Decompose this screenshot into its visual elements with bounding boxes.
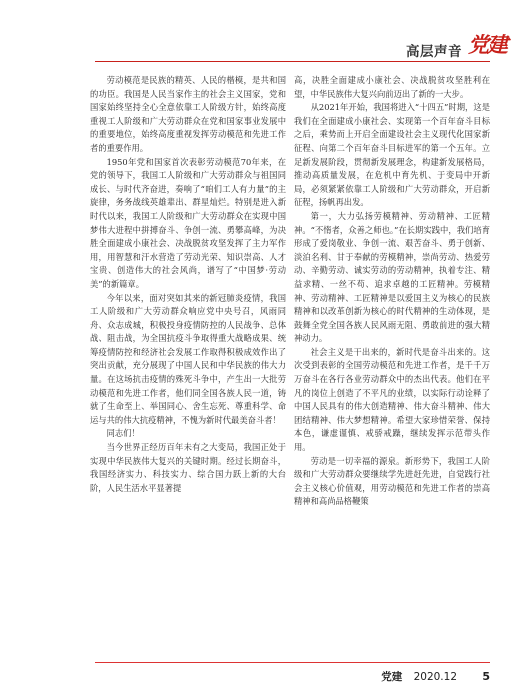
page-header xyxy=(0,0,520,62)
right-text-column xyxy=(294,74,490,654)
paragraph: 1950年党和国家首次表彰劳动模范70年来，在党的领导下，我国工人阶级和广大劳动群众与祖国同成长、与时代齐奋进，奏响了“咱们工人有力量”的主旋律，务务战线英雄辈出、群星灿烂。特别是进入新时代以来，我国工人阶级和广大劳动群众在实现中国梦伟大进程中拼搏奋斗、争创一流、勇攀高峰，为决胜全面建成小康社会、决战脱贫攻坚发挥了主力军作用，用智慧和汗水营造了劳动光荣、知识崇高、人才宝贵、创造伟大的社会风尚，谱写了“中国梦·劳动美”的新篇章。 xyxy=(90,156,286,289)
section-title: 高层声音 xyxy=(406,44,462,60)
magazine-logo: 党建 xyxy=(468,32,506,57)
publication-name: 党建 xyxy=(381,671,403,683)
left-text-column xyxy=(90,74,286,654)
header-divider xyxy=(95,61,490,62)
paragraph: 从2021年开始，我国将进入“十四五”时期，这是我们在全面建成小康社会、实现第一个百年奋斗目标之后，乘势而上开启全面建设社会主义现代化国家新征程、向第二个百年奋斗目标进军的第一个五年。立足新发展阶段，贯彻新发展理念，构建新发展格局，推动高质量发展，在危机中育先机、于变局中开新局，必须紧紧依靠工人阶级和广大劳动群众，开启新征程，扬帆再出发。 xyxy=(294,102,490,208)
paragraph: 同志们！ xyxy=(106,428,140,439)
paragraph: 社会主义是干出来的，新时代是奋斗出来的。这次受到表彰的全国劳动模范和先进工作者，是千千万万奋斗在各行各业劳动群众中的杰出代表。他们在平凡的岗位上创造了不平凡的业绩，以实际行动诠释了中国人民具有的伟大创造精神、伟大奋斗精神、伟大团结精神、伟大梦想精神。希望大家珍惜荣誉、保持本色，谦虚谨慎、戒骄戒躁，继续发挥示范带头作用。 xyxy=(294,346,490,453)
paragraph: 第一，大力弘扬劳模精神、劳动精神、工匠精神。“不惰者，众善之师也。”在长期实践中，我们培育形成了爱岗敬业、争创一流、艰苦奋斗、勇于创新、淡泊名利、甘于奉献的劳模精神，崇尚劳动、热爱劳动、辛勤劳动、诚实劳动的劳动精神，执着专注、精益求精、一丝不苟、追求卓越的工匠精神。劳模精神、劳动精神、工匠精神是以爱国主义为核心的民族精神和以改革创新为核心的时代精神的生动体现，是鼓舞全党全国各族人民风雨无阻、勇敢前进的强大精神动力。 xyxy=(294,210,490,344)
page-number: 5 xyxy=(482,670,490,683)
paragraph: 今年以来，面对突如其来的新冠肺炎疫情，我国工人阶级和广大劳动群众响应党中央号召，风雨同舟、众志成城，积极投身疫情防控的人民战争、总体战、阻击战，为全国抗疫斗争取得重大战略成果、统筹疫情防控和经济社会发展工作取得积极成效作出了突出贡献，充分展现了中国人民和中华民族的伟大力量。在这场抗击疫情的殊死斗争中，产生出一大批劳动模范和先进工作者，他们同全国各族人民一道，铸就了生命至上、举国同心、舍生忘死、尊重科学、命运与共的伟大抗疫精神，不愧为新时代最美奋斗者！ xyxy=(90,292,286,425)
paragraph: 高，决胜全面建成小康社会、决战脱贫攻坚胜利在望，中华民族伟大复兴向前迈出了新的一大步。 xyxy=(294,75,490,99)
footer-divider xyxy=(95,662,490,663)
page-footer xyxy=(381,669,490,684)
paragraph: 劳动是一切幸福的源泉。新形势下，我国工人阶级和广大劳动群众要继续学先进赶先进，自觉践行社会主义核心价值观，用劳动模范和先进工作者的崇高精神和高尚品格鞭策 xyxy=(294,455,490,507)
paragraph: 劳动模范是民族的精英、人民的楷模，是共和国的功臣。我国是人民当家作主的社会主义国家，党和国家始终坚持全心全意依靠工人阶级方针，始终高度重视工人阶级和广大劳动群众在党和国家事业发展中的重要地位，始终高度重视发挥劳动模范和先进工作者的重要作用。 xyxy=(90,75,286,153)
paragraph: 当今世界正经历百年未有之大变局，我国正处于实现中华民族伟大复兴的关键时期。经过长期奋斗，我国经济实力、科技实力、综合国力跃上新的大台阶，人民生活水平显著提 xyxy=(90,442,286,493)
issue-number: 2020.12 xyxy=(413,671,457,683)
